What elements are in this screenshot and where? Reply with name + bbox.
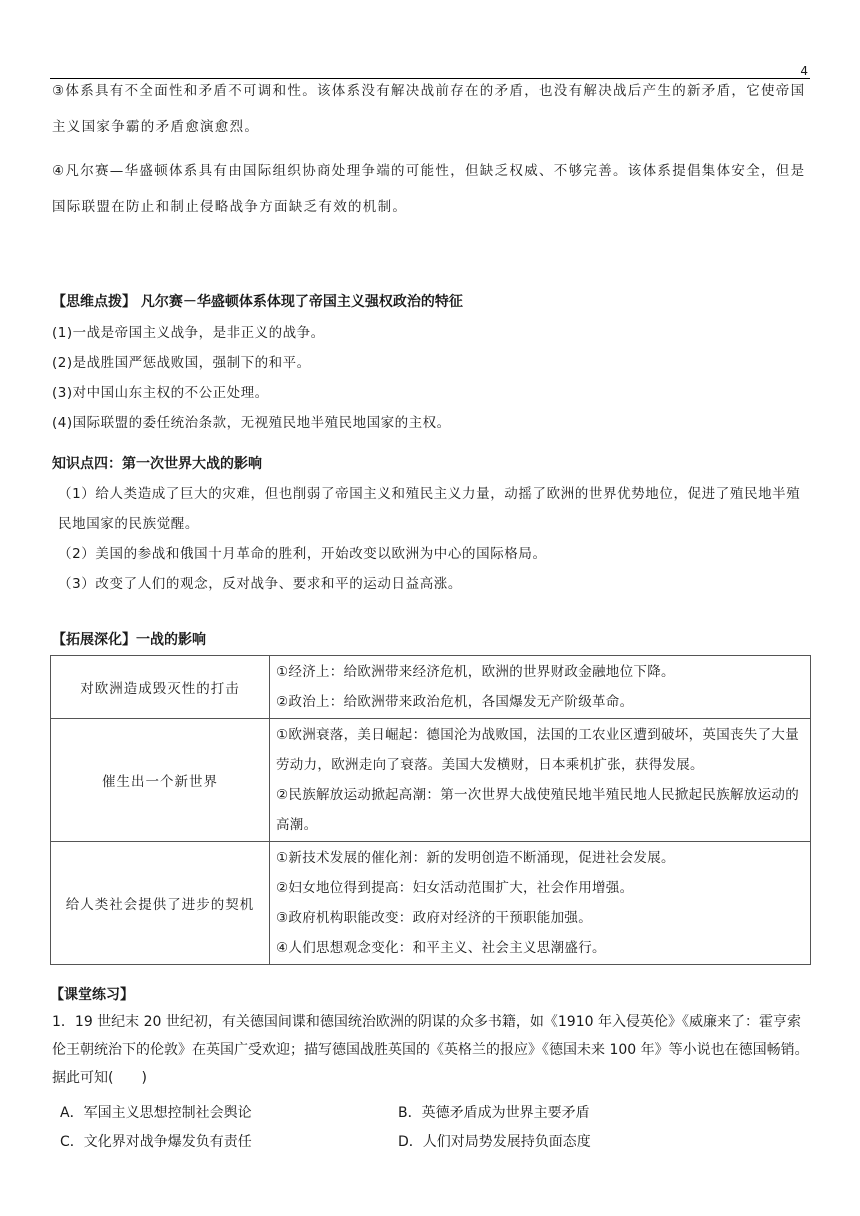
description-line: ②妇女地位得到提高：妇女活动范围扩大，社会作用增强。 [276,880,634,896]
thinking-item: (3)对中国山东主权的不公正处理。 [52,385,269,401]
page-number: 4 [800,64,808,78]
intro-point-3: ③体系具有不全面性和矛盾不可调和性。该体系没有解决战前存在的矛盾，也没有解决战后产生的新矛盾，它使帝国主义国家争霸的矛盾愈演愈烈。 [52,83,806,135]
thinking-item: (1)一战是帝国主义战争，是非正义的战争。 [52,325,325,341]
table-row [51,842,811,965]
row-description [270,656,811,719]
intro-point-4: ④凡尔赛—华盛顿体系具有由国际组织协商处理争端的可能性，但缺乏权威、不够完善。该体系提倡集体安全，但是国际联盟在防止和制止侵略战争方面缺乏有效的机制。 [52,163,806,215]
thinking-item: (4)国际联盟的委任统治条款，无视殖民地半殖民地国家的主权。 [52,415,451,431]
row-description [270,842,811,965]
question-text: 1．19 世纪末 20 世纪初，有关德国间谍和德国统治欧洲的阴谋的众多书籍，如《1910 年入侵英伦》《威廉来了：霍亨索伦王朝统治下的伦敦》在英国广受欢迎；描写德国战胜英国的《英格兰的报应》《德国未来 100 年》等小说也在德国畅销。据此可知( ) [52,1014,809,1086]
option-a: A．军国主义思想控制社会舆论 [60,1105,252,1121]
row-label: 给人类社会提供了进步的契机 [51,842,270,965]
description-line: ③政府机构职能改变：政府对经济的干预职能加强。 [276,910,593,926]
row-label: 对欧洲造成毁灭性的打击 [51,656,270,719]
thinking-item: (2)是战胜国严惩战败国，强制下的和平。 [52,355,311,371]
knowledge-title: 知识点四：第一次世界大战的影响 [52,456,262,472]
row-label: 催生出一个新世界 [51,719,270,842]
knowledge-item: （3）改变了人们的观念，反对战争、要求和平的运动日益高涨。 [58,576,462,592]
row-description [270,719,811,842]
description-line: ①新技术发展的催化剂：新的发明创造不断涌现，促进社会发展。 [276,850,675,866]
description-line: ①欧洲衰落，美日崛起：德国沦为战败国，法国的工农业区遭到破坏，英国丧失了大量劳动力，欧洲走向了衰落。美国大发横财，日本乘机扩张，获得发展。 [276,727,800,773]
thinking-title: 【思维点拨】 凡尔赛－华盛顿体系体现了帝国主义强权政治的特征 [52,294,463,310]
description-line: ④人们思想观念变化：和平主义、社会主义思潮盛行。 [276,940,606,956]
extension-title: 【拓展深化】一战的影响 [52,632,206,648]
option-c: C．文化界对战争爆发负有责任 [60,1134,252,1150]
impact-table [50,655,811,965]
practice-title: 【课堂练习】 [50,987,134,1003]
option-d: D．人们对局势发展持负面态度 [398,1134,591,1150]
knowledge-item: （2）美国的参战和俄国十月革命的胜利，开始改变以欧洲为中心的国际格局。 [58,546,547,562]
description-line: ②民族解放运动掀起高潮：第一次世界大战使殖民地半殖民地人民掀起民族解放运动的高潮。 [276,787,800,833]
description-line: ①经济上：给欧洲带来经济危机，欧洲的世界财政金融地位下降。 [276,664,675,680]
table-row [51,719,811,842]
option-b: B．英德矛盾成为世界主要矛盾 [398,1105,590,1121]
table-row [51,656,811,719]
knowledge-item: （1）给人类造成了巨大的灾难，但也削弱了帝国主义和殖民主义力量，动摇了欧洲的世界优势地位，促进了殖民地半殖民地国家的民族觉醒。 [58,486,801,532]
description-line: ②政治上：给欧洲带来政治危机，各国爆发无产阶级革命。 [276,694,634,710]
